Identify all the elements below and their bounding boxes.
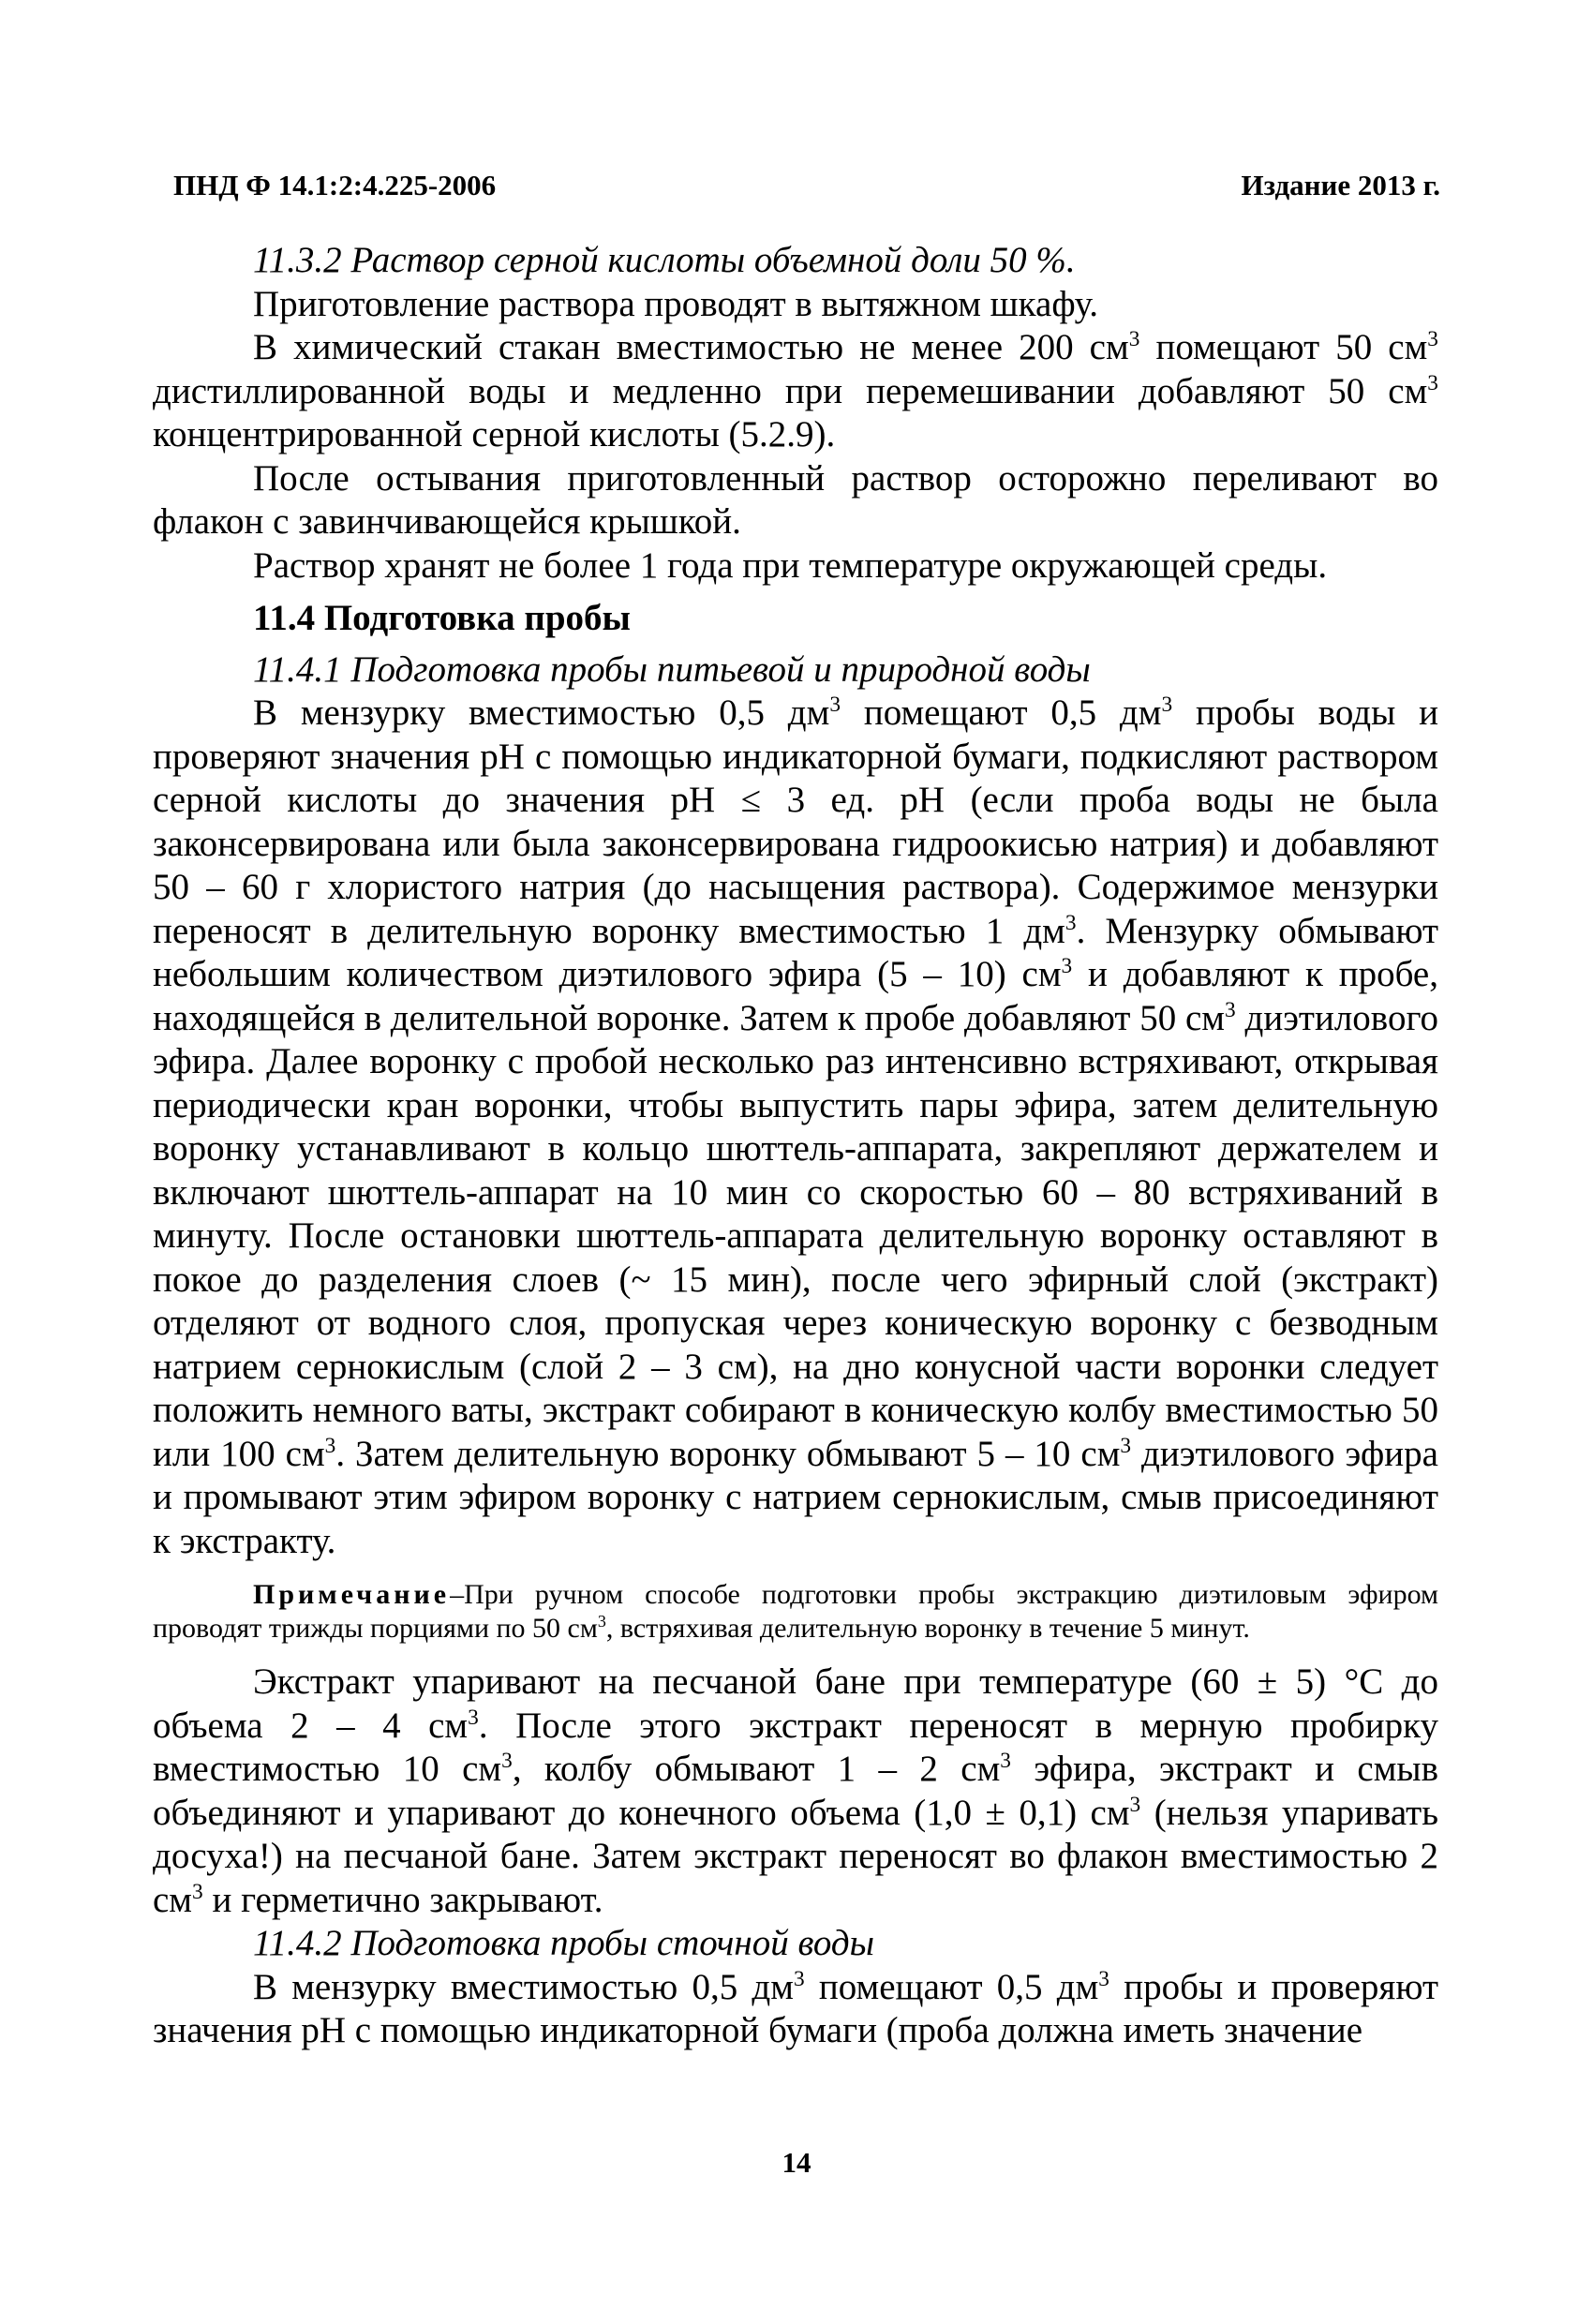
section-11-4-2-title: 11.4.2 Подготовка пробы сточной воды xyxy=(253,1923,875,1963)
superscript: 3 xyxy=(1427,370,1438,395)
superscript: 3 xyxy=(1129,1792,1141,1817)
edition-label: Издание 2013 г. xyxy=(1241,169,1440,201)
document-code: ПНД Ф 14.1:2:4.225-2006 xyxy=(173,169,497,201)
superscript: 3 xyxy=(1120,1433,1132,1458)
text-run: В мензурку вместимостью 0,5 дм xyxy=(253,1966,794,2007)
text-run: и герметично закрывают. xyxy=(202,1879,603,1920)
text-run: . Мензурку обмывают небольшим количеством диэтилового эфира (5 – 10) см xyxy=(153,910,1438,994)
paragraph: Приготовление раствора проводят в вытяжном шкафу. xyxy=(253,283,1098,324)
paragraph xyxy=(153,692,1438,1563)
note-label: Примечание xyxy=(253,1579,451,1610)
text-run: В химический стакан вместимостью не менее 200 см xyxy=(253,327,1129,367)
superscript: 3 xyxy=(1427,327,1438,351)
paragraph xyxy=(153,326,1438,457)
text-run: помещают 0,5 дм xyxy=(804,1966,1099,2007)
superscript: 3 xyxy=(468,1705,479,1730)
text-run: (нельзя упаривать досуха!) на песчаной бане. Затем экстракт переносят во флакон вместимостью 2 см xyxy=(153,1792,1438,1920)
section-11-4-title: 11.4 Подготовка пробы xyxy=(253,598,631,638)
text-run: В мензурку вместимостью 0,5 дм xyxy=(253,693,830,733)
superscript: 3 xyxy=(501,1749,513,1773)
text-run: дистиллированной воды и медленно при перемешивании добавляют 50 см xyxy=(153,370,1428,411)
superscript: 3 xyxy=(1061,954,1073,978)
superscript: 3 xyxy=(1161,693,1173,717)
text-run: помещают 50 см xyxy=(1139,327,1428,367)
text-run: , встряхивая делительную воронку в течение 5 минут. xyxy=(605,1613,1250,1644)
page-number: 14 xyxy=(782,2146,811,2179)
note xyxy=(153,1578,1438,1646)
text-run: . После этого экстракт переносят в мерную пробирку вместимостью 10 см xyxy=(153,1705,1438,1789)
page-header xyxy=(173,169,1440,206)
superscript: 3 xyxy=(829,693,841,717)
section-11-4-1-title: 11.4.1 Подготовка пробы питьевой и природной воды xyxy=(253,648,1091,690)
text-run: диэтилового эфира. Далее воронку с пробой несколько раз интенсивно встряхивают, открывая периодически кран воронки, чтобы выпустить пары эфира, затем делительную воронку устанавливают в кольцо шюттель-аппарата, закрепляют держателем и включают шюттель-аппарат на 10 мин со скоростью 60 – 80 встряхиваний в минуту. После остановки шюттель-аппарата делительную воронку оставляют в покое до разделения слоев (~ 15 мин), после чего эфирный слой (экстракт) отделяют от водного слоя, пропуская через коническую воронку с безводным натрием сернокислым (слой 2 – 3 см), на дно конусной части воронки следует положить немного ваты, экстракт собирают в коническую колбу вместимостью 50 или 100 см xyxy=(153,997,1438,1474)
text-run: Экстракт упаривают на песчаной бане при температуре (60 ± 5) °С до объема 2 – 4 см xyxy=(153,1661,1438,1746)
superscript: 3 xyxy=(1000,1749,1011,1773)
text-run: и добавляют к пробе, находящейся в делительной воронке. Затем к пробе добавляют 50 см xyxy=(153,954,1438,1038)
paragraph: Раствор хранят не более 1 года при температуре окружающей среды. xyxy=(253,544,1328,586)
text-run: . Затем делительную воронку обмывают 5 – 10 см xyxy=(335,1433,1121,1474)
section-11-3-2-title: 11.3.2 Раствор серной кислоты объемной доли 50 %. xyxy=(253,240,1076,280)
superscript: 3 xyxy=(1128,327,1140,351)
superscript: 3 xyxy=(1224,997,1236,1022)
paragraph: После остывания приготовленный раствор осторожно переливают во флакон с завинчивающейся крышкой. xyxy=(153,457,1438,542)
superscript: 3 xyxy=(1064,910,1077,935)
text-run: диэтилового эфира и промывают этим эфиром воронку с натрием сернокислым, смыв присоединяют к экстракту. xyxy=(153,1433,1438,1561)
text-run: , колбу обмывают 1 – 2 см xyxy=(512,1749,1001,1789)
superscript: 3 xyxy=(192,1879,203,1904)
text-run: эфира, экстракт и смыв объединяют и упаривают до конечного объема (1,0 ± 0,1) см xyxy=(153,1749,1438,1833)
superscript: 3 xyxy=(793,1966,805,1991)
text-run: помещают 0,5 дм xyxy=(841,693,1162,733)
superscript: 3 xyxy=(324,1433,336,1458)
paragraph xyxy=(153,1966,1438,2053)
text-run: концентрированной серной кислоты (5.2.9). xyxy=(153,414,836,454)
text-run: пробы воды и проверяют значения pH с помощью индикаторной бумаги, подкисляют раствором серной кислоты до значения pH ≤ 3 ед. pH (если проба воды не была законсервирована или была законсервирована гидроокисью натрия) и добавляют 50 – 60 г хлористого натрия (до насыщения раствора). Содержимое мензурки переносят в делительную воронку вместимостью 1 дм xyxy=(153,693,1438,951)
superscript: 3 xyxy=(1098,1966,1109,1991)
text-run: –При ручном способе подготовки пробы экстракцию диэтиловым эфиром проводят трижды порциями по 50 см xyxy=(153,1579,1438,1644)
paragraph xyxy=(153,1661,1438,1922)
text-run: пробы и проверяют значения pH с помощью индикаторной бумаги (проба должна иметь значение xyxy=(153,1966,1438,2050)
superscript: 3 xyxy=(597,1612,606,1631)
document-body xyxy=(153,239,1438,2053)
